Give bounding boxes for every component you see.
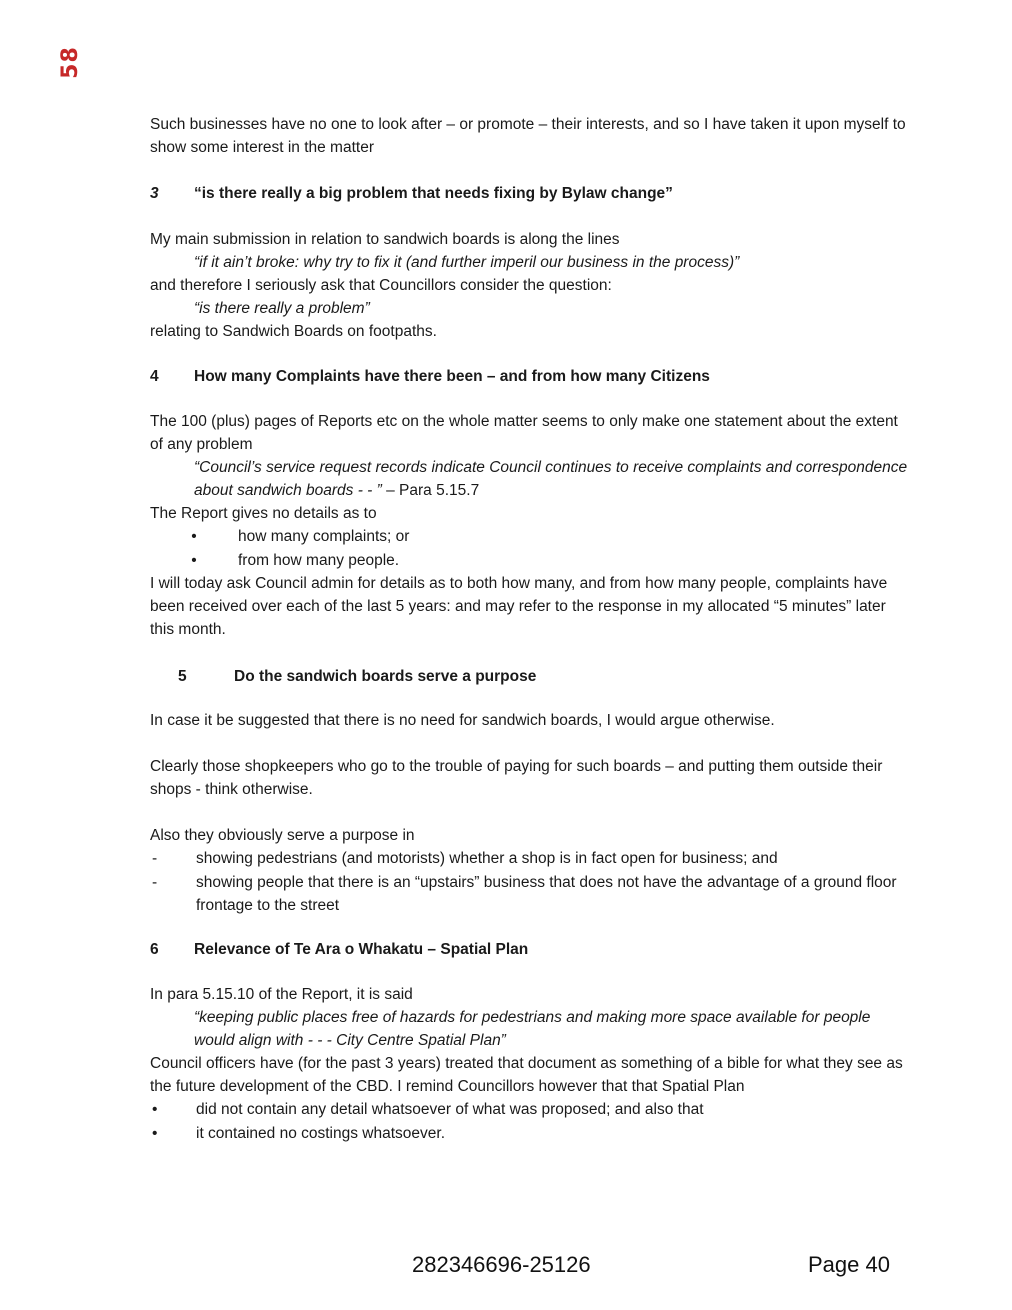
section-4-heading xyxy=(150,365,910,388)
intro-paragraph xyxy=(150,113,910,159)
section-5-para1: In case it be suggested that there is no need for sandwich boards, I would argue otherwise. xyxy=(150,712,775,729)
section-6-title: Relevance of Te Ara o Whakatu – Spatial Plan xyxy=(194,941,529,958)
section-3-heading xyxy=(150,182,910,205)
section-6-bullet-list xyxy=(150,1098,910,1145)
section-6-body xyxy=(150,983,910,1145)
section-4-bullet-list xyxy=(150,525,910,572)
section-4-para2: The Report gives no details as to xyxy=(150,505,377,522)
section-3-quote1: “if it ain’t broke: why try to fix it (and further imperil our business in the process)” xyxy=(194,254,740,271)
list-item xyxy=(150,1122,910,1146)
section-5-body xyxy=(150,709,910,918)
intro-text: Such businesses have no one to look after – or promote – their interests, and so I have taken it upon myself to show some interest in the matter xyxy=(150,116,906,156)
dash-icon: - xyxy=(152,850,158,867)
list-item-text: it contained no costings whatsoever. xyxy=(196,1124,446,1142)
document-id: 282346696-25126 xyxy=(412,1252,591,1277)
section-6-quote: “keeping public places free of hazards for pedestrians and making more space available for people would align with - - - City Centre Spatial Plan” xyxy=(194,1009,871,1049)
section-4-para3: I will today ask Council admin for details as to both how many, and from how many people, complaints have been received over each of the last 5 years: and may refer to the response in my allocated “5 minutes” later this month. xyxy=(150,575,888,638)
section-3-line2: and therefore I seriously ask that Councillors consider the question: xyxy=(150,277,612,294)
page-number: Page 40 xyxy=(808,1252,890,1277)
section-3-body xyxy=(150,228,910,343)
section-4-body xyxy=(150,410,910,641)
section-4-quote-ref: – Para 5.15.7 xyxy=(381,482,480,499)
list-item xyxy=(150,525,910,549)
section-5-para3: Also they obviously serve a purpose in xyxy=(150,827,415,844)
list-item-text: from how many people. xyxy=(238,551,400,569)
section-6-heading xyxy=(150,938,910,961)
list-item-text: did not contain any detail whatsoever of what was proposed; and also that xyxy=(196,1101,704,1118)
list-item-text: showing people that there is an “upstairs” business that does not have the advantage of a ground floor frontage to the street xyxy=(196,873,897,914)
dash-icon: - xyxy=(152,873,158,891)
section-5-dash-list xyxy=(150,847,910,918)
list-item xyxy=(150,847,910,871)
section-5-heading xyxy=(150,665,910,688)
section-6 xyxy=(150,938,910,961)
section-3-line1: My main submission in relation to sandwich boards is along the lines xyxy=(150,231,620,248)
bullet-icon: • xyxy=(152,1124,158,1142)
list-item xyxy=(150,871,910,918)
section-6-para1: In para 5.15.10 of the Report, it is said xyxy=(150,986,413,1003)
section-4 xyxy=(150,365,910,388)
section-3-title: “is there really a big problem that needs fixing by Bylaw change” xyxy=(194,185,673,202)
section-3-quote2: “is there really a problem” xyxy=(194,300,370,317)
section-5-number: 5 xyxy=(178,668,187,685)
list-item xyxy=(150,549,910,573)
section-4-quote xyxy=(150,456,910,502)
list-item xyxy=(150,1098,910,1122)
section-4-para1: The 100 (plus) pages of Reports etc on the whole matter seems to only make one statement about the extent of any problem xyxy=(150,413,898,453)
list-item-text: how many complaints; or xyxy=(238,528,410,545)
section-5-para2: Clearly those shopkeepers who go to the trouble of paying for such boards – and putting them outside their shops - think otherwise. xyxy=(150,758,883,798)
section-6-para2: Council officers have (for the past 3 years) treated that document as something of a bible for what they see as the future development of the CBD. I remind Councillors however that that Spatial Plan xyxy=(150,1055,903,1095)
section-3-line3: relating to Sandwich Boards on footpaths. xyxy=(150,323,437,340)
section-4-title: How many Complaints have there been – and from how many Citizens xyxy=(194,368,710,385)
section-4-quote-text: “Council’s service request records indicate Council continues to receive complaints and correspondence about sandwich boards - - ” xyxy=(194,459,908,499)
section-6-number: 6 xyxy=(150,941,159,958)
side-page-number: 58 xyxy=(57,46,83,79)
bullet-icon: • xyxy=(152,1101,158,1118)
section-3-number: 3 xyxy=(150,185,159,202)
bullet-icon: • xyxy=(191,551,197,569)
section-3 xyxy=(150,182,910,205)
bullet-icon: • xyxy=(191,528,197,545)
list-item-text: showing pedestrians (and motorists) whether a shop is in fact open for business; and xyxy=(196,850,778,867)
section-5-title: Do the sandwich boards serve a purpose xyxy=(234,668,537,685)
section-5 xyxy=(150,665,910,688)
section-4-number: 4 xyxy=(150,368,159,385)
